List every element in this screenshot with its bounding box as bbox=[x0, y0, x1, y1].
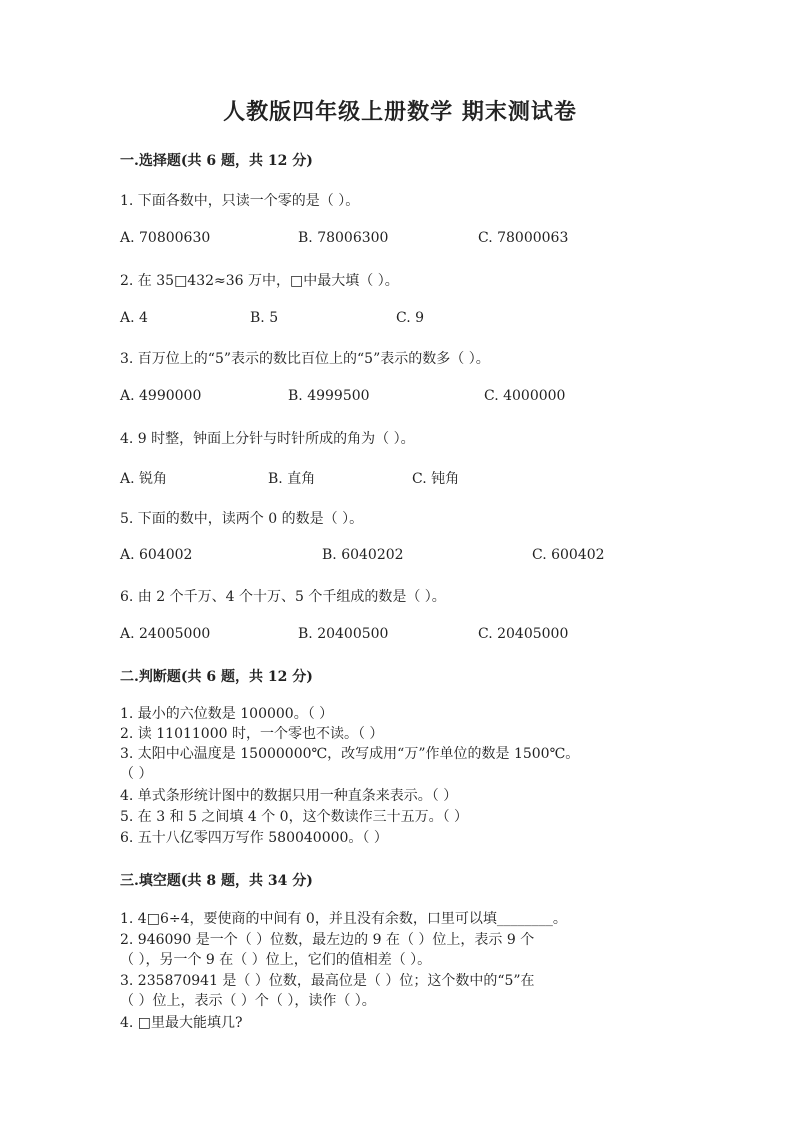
page-title: 人教版四年级上册数学 期末测试卷 bbox=[223, 99, 577, 125]
question-text: 1. 下面各数中，只读一个零的是（ ）。 bbox=[120, 193, 360, 209]
question-text: 4. 9 时整，钟面上分针与时针所成的角为（ ）。 bbox=[120, 431, 415, 447]
option-c: C. 4000000 bbox=[484, 388, 566, 404]
section-heading-fill: 三.填空题(共 8 题，共 34 分) bbox=[120, 873, 313, 889]
fill-line: （ ），另一个 9 在（ ）位上，它们的值相差（ ）。 bbox=[120, 952, 432, 968]
fill-line: 4. □里最大能填几? bbox=[120, 1015, 243, 1031]
fill-line: （ ）位上，表示（ ）个（ ），读作（ ）。 bbox=[120, 993, 376, 1009]
question-text: 2. 在 35□432≈36 万中，□中最大填（ ）。 bbox=[120, 273, 399, 289]
judgment-line: 2. 读 11011000 时，一个零也不读。（ ） bbox=[120, 726, 384, 742]
option-b: B. 6040202 bbox=[322, 547, 404, 563]
option-a: A. 4990000 bbox=[120, 388, 202, 404]
option-a: A. 4 bbox=[120, 310, 148, 326]
fill-line: 1. 4□6÷4，要使商的中间有 0，并且没有余数，口里可以填________。 bbox=[120, 911, 567, 927]
option-b: B. 直角 bbox=[268, 471, 316, 487]
question-text: 3. 百万位上的“5”表示的数比百位上的“5”表示的数多（ ）。 bbox=[120, 351, 490, 367]
question-text: 6. 由 2 个千万、4 个十万、5 个千组成的数是（ ）。 bbox=[120, 589, 446, 605]
option-c: C. 钝角 bbox=[412, 471, 460, 487]
option-a: A. 604002 bbox=[120, 547, 193, 563]
option-a: A. 锐角 bbox=[120, 471, 168, 487]
option-c: C. 78000063 bbox=[478, 230, 569, 246]
option-a: A. 70800630 bbox=[120, 230, 211, 246]
option-c: C. 600402 bbox=[532, 547, 605, 563]
judgment-line: 4. 单式条形统计图中的数据只用一种直条来表示。（ ） bbox=[120, 788, 458, 804]
judgment-line: 6. 五十八亿零四万写作 580040000。（ ） bbox=[120, 830, 388, 846]
section-heading-judgment: 二.判断题(共 6 题，共 12 分) bbox=[120, 669, 313, 685]
judgment-line: 5. 在 3 和 5 之间填 4 个 0，这个数读作三十五万。（ ） bbox=[120, 809, 469, 825]
option-c: C. 20405000 bbox=[478, 626, 569, 642]
option-b: B. 4999500 bbox=[288, 388, 370, 404]
judgment-line: 3. 太阳中心温度是 15000000℃，改写成用“万”作单位的数是 1500℃。 bbox=[120, 746, 580, 762]
fill-line: 2. 946090 是一个（ ）位数，最左边的 9 在（ ）位上，表示 9 个 bbox=[120, 932, 535, 948]
fill-line: 3. 235870941 是（ ）位数，最高位是（ ）位；这个数中的“5”在 bbox=[120, 973, 535, 989]
option-b: B. 20400500 bbox=[298, 626, 389, 642]
judgment-line: 1. 最小的六位数是 100000。（ ） bbox=[120, 706, 334, 722]
question-text: 5. 下面的数中，读两个 0 的数是（ ）。 bbox=[120, 511, 364, 527]
option-c: C. 9 bbox=[396, 310, 425, 326]
option-a: A. 24005000 bbox=[120, 626, 211, 642]
judgment-line: （ ） bbox=[120, 766, 153, 782]
option-b: B. 78006300 bbox=[298, 230, 389, 246]
section-heading-choice: 一.选择题(共 6 题，共 12 分) bbox=[120, 153, 313, 169]
option-b: B. 5 bbox=[250, 310, 279, 326]
